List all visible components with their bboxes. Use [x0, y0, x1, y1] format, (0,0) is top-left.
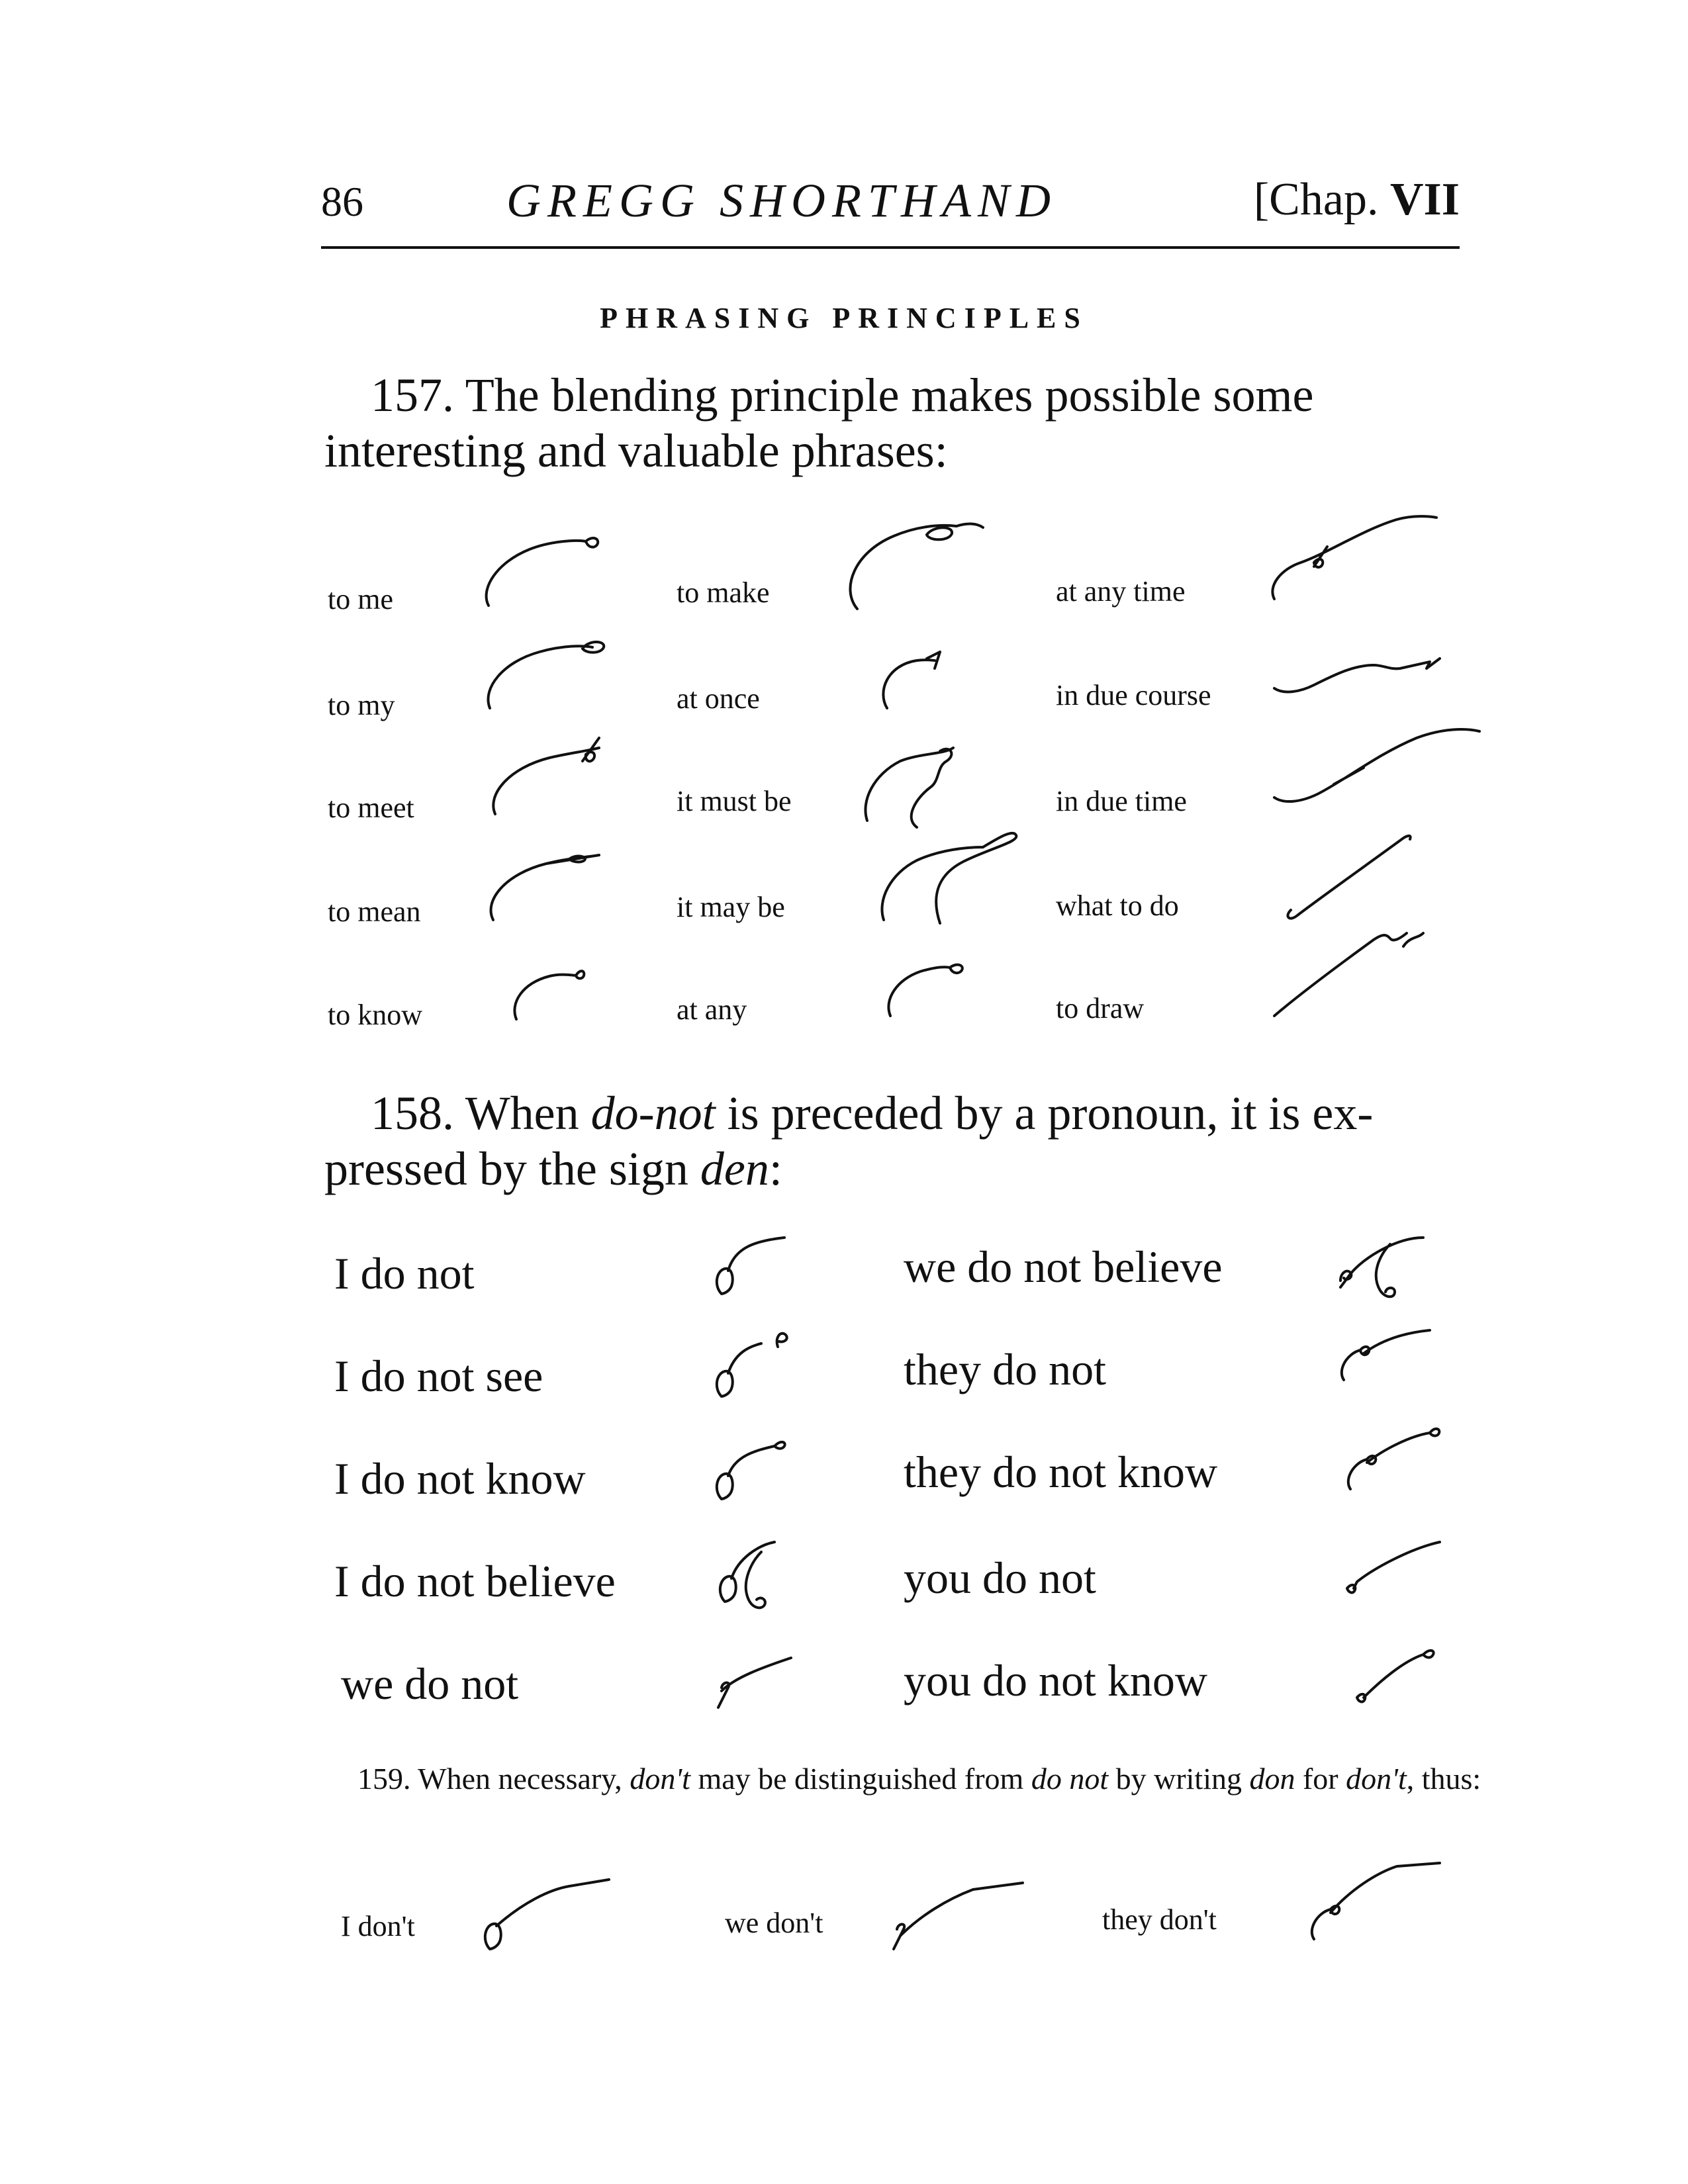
chapter-prefix: [Chap.	[1253, 174, 1390, 225]
shorthand-outline	[718, 1658, 791, 1707]
paragraph-158-text: is preceded by a pronoun, it is ex- pressed by the sign	[324, 1087, 1374, 1195]
phrase-label: they do not	[904, 1344, 1106, 1394]
phrase-label: you do not know	[904, 1655, 1207, 1706]
phrase-label: we don't	[725, 1907, 823, 1939]
phrase-label: at any time	[1056, 575, 1186, 608]
paragraph-158	[324, 1085, 1463, 1197]
paragraph-159-text: When necessary,	[418, 1762, 630, 1796]
running-header	[321, 173, 1460, 253]
shorthand-outline	[1347, 1542, 1440, 1592]
shorthand-outline	[1274, 729, 1479, 801]
paragraph-159-term: don't	[1346, 1762, 1407, 1796]
phrase-label: I do not see	[334, 1351, 543, 1401]
phrase-label: to meet	[328, 792, 414, 824]
shorthand-outline	[1288, 836, 1410, 919]
chapter-label	[1254, 173, 1460, 226]
paragraph-158-text: When	[465, 1087, 591, 1140]
shorthand-outline	[1272, 516, 1436, 599]
shorthand-outline	[894, 1883, 1023, 1949]
shorthand-outline	[1348, 1429, 1439, 1489]
paragraph-159-term: don't	[630, 1762, 690, 1796]
phrase-label: at once	[677, 682, 760, 715]
phrase-label: I do not	[334, 1248, 475, 1298]
phrase-label: you do not	[904, 1553, 1096, 1603]
chapter-numeral: VII	[1389, 174, 1460, 225]
shorthand-outline	[882, 833, 1016, 923]
phrase-label: to draw	[1056, 992, 1145, 1024]
paragraph-159-number: 159.	[357, 1762, 411, 1796]
paragraph-158-term: den	[700, 1142, 769, 1195]
shorthand-outline	[487, 538, 598, 606]
shorthand-outline	[1340, 1238, 1423, 1297]
phrase-label: to me	[328, 583, 393, 615]
shorthand-outline	[888, 965, 962, 1016]
paragraph-157-text: The blending principle makes possible some interesting and valuable phrases:	[324, 369, 1314, 477]
paragraph-159-text: , thus:	[1406, 1762, 1481, 1796]
shorthand-outline	[717, 1334, 787, 1396]
shorthand-outline	[1342, 1330, 1430, 1380]
phrase-label: they don't	[1102, 1903, 1217, 1936]
paragraph-159-term: do not	[1031, 1762, 1109, 1796]
shorthand-outline	[485, 1880, 609, 1949]
phrase-label: to my	[328, 689, 395, 721]
shorthand-outline	[720, 1542, 774, 1608]
shorthand-outline	[1274, 933, 1423, 1016]
phrase-label: to make	[677, 576, 770, 609]
phrase-label: to mean	[328, 895, 421, 928]
shorthand-outline	[491, 855, 599, 920]
shorthand-outline	[1357, 1651, 1434, 1702]
shorthand-outline	[717, 1238, 784, 1294]
phrase-label: it must be	[677, 785, 792, 817]
phrase-label: we do not believe	[904, 1242, 1223, 1292]
shorthand-outline	[493, 738, 599, 814]
paragraph-158-text: :	[769, 1142, 782, 1195]
paragraph-159-text: for	[1295, 1762, 1346, 1796]
shorthand-outline	[1312, 1863, 1440, 1939]
phrase-label: they do not know	[904, 1447, 1218, 1497]
shorthand-outline	[865, 748, 953, 827]
shorthand-outline	[850, 523, 983, 609]
shorthand-outline	[883, 652, 940, 708]
paragraph-158-term: do-not	[590, 1087, 716, 1140]
phrase-label: we do not	[341, 1659, 519, 1709]
shorthand-outline	[717, 1442, 785, 1499]
paragraph-159-text: by writing	[1108, 1762, 1250, 1796]
phrase-label: at any	[677, 993, 747, 1026]
shorthand-outline	[488, 642, 604, 708]
running-title: GREGG SHORTHAND	[506, 174, 1057, 227]
phrase-label: in due time	[1056, 785, 1187, 817]
phrase-label: what to do	[1056, 889, 1179, 922]
paragraph-157-number: 157.	[371, 369, 454, 422]
phrase-label: it may be	[677, 891, 785, 923]
phrase-label: I do not know	[334, 1453, 586, 1504]
phrase-label: in due course	[1056, 679, 1211, 711]
header-rule	[321, 246, 1460, 249]
page-number: 86	[321, 178, 363, 225]
paragraph-159	[357, 1755, 1496, 1803]
shorthand-outline	[1274, 659, 1440, 692]
phrase-label: I do not believe	[334, 1556, 616, 1606]
phrase-label: I don't	[341, 1910, 415, 1942]
paragraph-158-number: 158.	[371, 1087, 454, 1140]
paragraph-159-term: don	[1249, 1762, 1295, 1796]
paragraph-159-text: may be distinguished from	[690, 1762, 1031, 1796]
section-title: PHRASING PRINCIPLES	[600, 302, 1088, 334]
shorthand-outline	[514, 971, 584, 1019]
paragraph-157	[324, 367, 1463, 478]
phrase-label: to know	[328, 999, 422, 1031]
